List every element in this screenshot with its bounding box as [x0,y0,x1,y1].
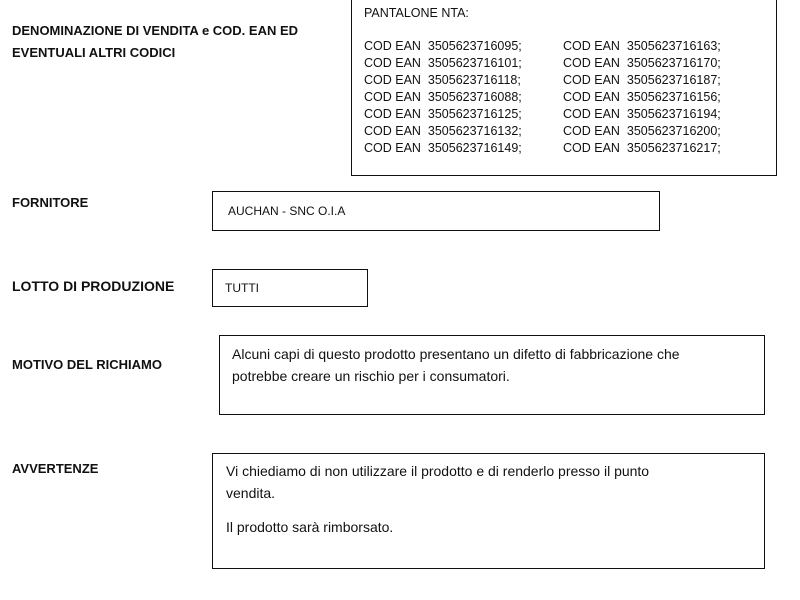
ean-code: COD EAN 3505623716132; [364,124,522,138]
lot-label: LOTTO DI PRODUZIONE [12,278,175,294]
ean-code: COD EAN 3505623716125; [364,107,522,121]
supplier-box [212,191,660,231]
warnings-line1: Vi chiediamo di non utilizzare il prodotto e di renderlo presso il punto [226,463,650,479]
ean-code: COD EAN 3505623716088; [364,90,522,104]
ean-list [364,38,721,157]
ean-code: COD EAN 3505623716217; [563,141,721,155]
reason-text [232,343,680,387]
reason-line2: potrebbe creare un rischio per i consumatori. [232,368,510,384]
ean-code: COD EAN 3505623716187; [563,73,721,87]
warnings-text [226,460,649,538]
ean-row [364,72,721,89]
ean-code: COD EAN 3505623716170; [563,56,721,70]
ean-row [364,106,721,123]
product-label-line1: DENOMINAZIONE DI VENDITA e COD. EAN ED [12,23,299,38]
warnings-line3: Il prodotto sarà rimborsato. [226,519,394,535]
ean-row [364,38,721,55]
ean-row [364,55,721,72]
reason-box [219,335,765,415]
product-label [12,20,298,64]
ean-code: COD EAN 3505623716101; [364,56,522,70]
ean-box [351,0,777,176]
lot-value: TUTTI [225,281,259,295]
warnings-label: AVVERTENZE [12,461,99,476]
reason-label: MOTIVO DEL RICHIAMO [12,357,162,372]
lot-box [212,269,368,307]
product-label-line2: EVENTUALI ALTRI CODICI [12,45,176,60]
warnings-line2: vendita. [226,485,276,501]
ean-code: COD EAN 3505623716149; [364,141,522,155]
ean-code: COD EAN 3505623716200; [563,124,721,138]
ean-code: COD EAN 3505623716095; [364,39,522,53]
product-name: PANTALONE NTA: [364,6,469,20]
reason-line1: Alcuni capi di questo prodotto presentano un difetto di fabbricazione che [232,346,680,362]
ean-row [364,140,721,157]
ean-row [364,89,721,106]
supplier-label: FORNITORE [12,195,89,210]
ean-code: COD EAN 3505623716194; [563,107,721,121]
ean-code: COD EAN 3505623716163; [563,39,721,53]
ean-code: COD EAN 3505623716118; [364,73,521,87]
ean-row [364,123,721,140]
ean-code: COD EAN 3505623716156; [563,90,721,104]
warnings-box [212,453,765,569]
supplier-value: AUCHAN - SNC O.I.A [228,204,346,218]
